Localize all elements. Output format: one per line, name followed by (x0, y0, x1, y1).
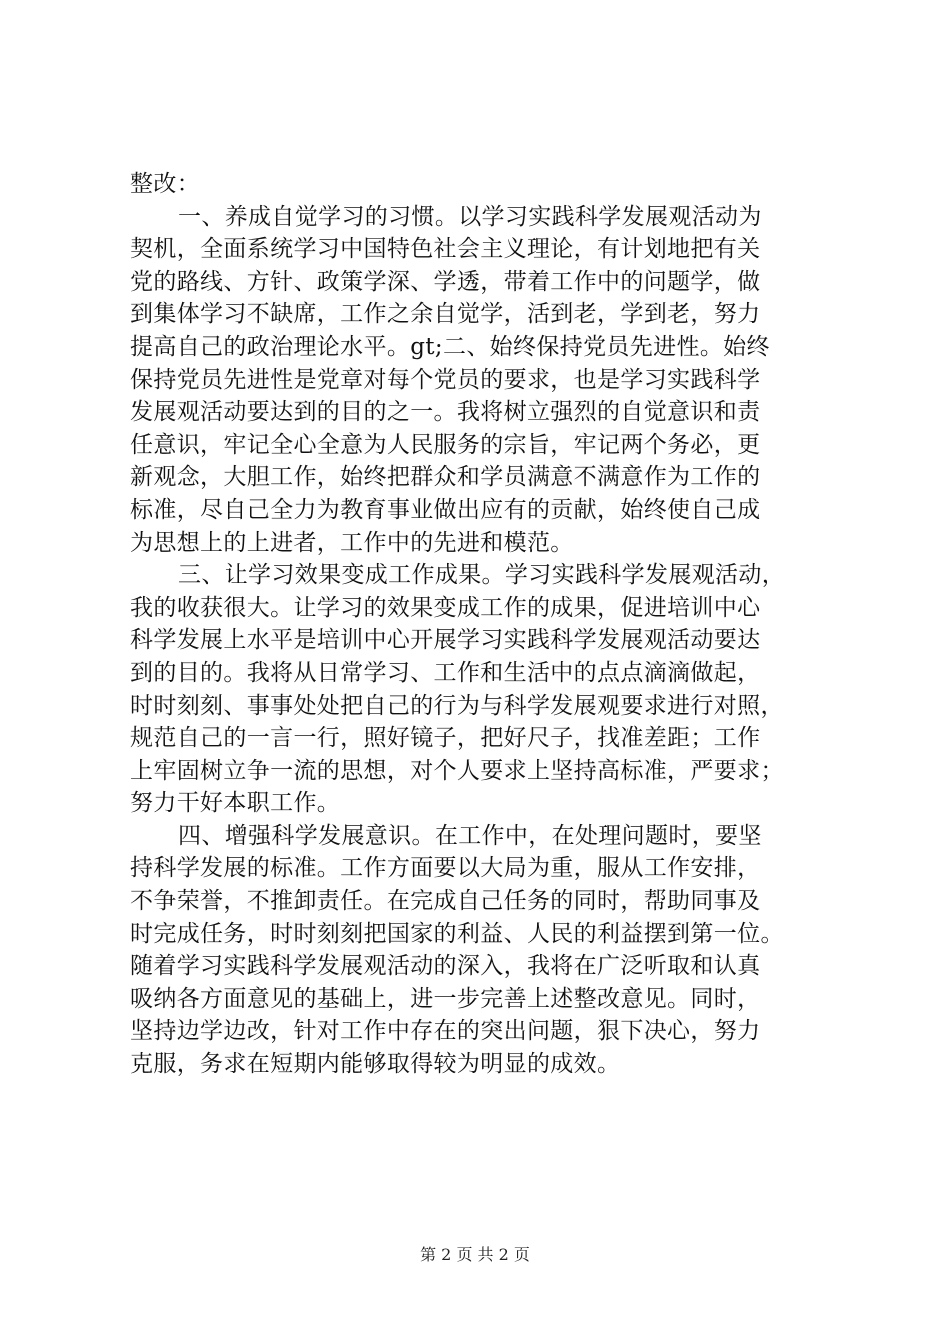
paragraph-1-line-7: 发展观活动要达到的目的之一。我将树立强烈的自觉意识和责 (130, 399, 761, 426)
paragraph-2-line-5: 时时刻刻、事事处处把自己的行为与科学发展观要求进行对照， (130, 692, 784, 719)
paragraph-3-line-8: 克服，务求在短期内能够取得较为明显的成效。 (130, 1051, 621, 1078)
paragraph-2-line-6: 规范自己的一言一行，照好镜子，把好尺子，找准差距；工作 (130, 725, 761, 752)
paragraph-1-line-8: 任意识，牢记全心全意为人民服务的宗旨，牢记两个务必，更 (130, 431, 761, 458)
paragraph-1-line-9: 新观念，大胆工作，始终把群众和学员满意不满意作为工作的 (130, 464, 761, 491)
paragraph-3-line-7: 坚持边学边改，针对工作中存在的突出问题，狠下决心，努力 (130, 1018, 761, 1045)
paragraph-3-line-4: 时完成任务，时时刻刻把国家的利益、人民的利益摆到第一位。 (130, 920, 784, 947)
paragraph-1-line-6: 保持党员先进性是党章对每个党员的要求，也是学习实践科学 (130, 366, 761, 393)
paragraph-1-line-4: 到集体学习不缺席，工作之余自觉学，活到老，学到老，努力 (130, 301, 761, 328)
paragraph-1-line-3: 党的路线、方针、政策学深、学透，带着工作中的问题学，做 (130, 268, 761, 295)
paragraph-2-line-8: 努力干好本职工作。 (130, 790, 341, 817)
paragraph-2-line-7: 上牢固树立争一流的思想，对个人要求上坚持高标准，严要求； (130, 757, 784, 784)
paragraph-3-line-6: 吸纳各方面意见的基础上，进一步完善上述整改意见。同时， (130, 985, 761, 1012)
paragraph-2-line-4: 到的目的。我将从日常学习、工作和生活中的点点滴滴做起， (130, 659, 761, 686)
document-body (130, 168, 830, 1081)
paragraph-1-line-5: 提高自己的政治理论水平。gt;二、始终保持党员先进性。始终 (130, 333, 770, 360)
paragraph-3-line-1: 四、增强科学发展意识。在工作中，在处理问题时，要坚 (178, 822, 762, 849)
paragraph-1-line-10: 标准，尽自己全力为教育事业做出应有的贡献，始终使自己成 (130, 496, 761, 523)
paragraph-2-line-2: 我的收获很大。让学习的效果变成工作的成果，促进培训中心 (130, 594, 761, 621)
section-heading: 整改： (130, 171, 201, 197)
paragraph-1-line-1: 一、养成自觉学习的习惯。以学习实践科学发展观活动为 (178, 203, 762, 230)
paragraph-1-line-2: 契机，全面系统学习中国特色社会主义理论，有计划地把有关 (130, 236, 761, 263)
paragraph-2-line-1: 三、让学习效果变成工作成果。学习实践科学发展观活动， (178, 562, 786, 589)
paragraph-3-line-5: 随着学习实践科学发展观活动的深入，我将在广泛听取和认真 (130, 953, 761, 980)
paragraph-3-line-2: 持科学发展的标准。工作方面要以大局为重，服从工作安排， (130, 855, 761, 882)
paragraph-2-line-3: 科学发展上水平是培训中心开展学习实践科学发展观活动要达 (130, 627, 761, 654)
paragraph-3-line-3: 不争荣誉，不推卸责任。在完成自己任务的同时，帮助同事及 (130, 888, 761, 915)
paragraph-1-line-11: 为思想上的上进者，工作中的先进和模范。 (130, 529, 574, 556)
page-footer: 第 2 页 共 2 页 (420, 1245, 530, 1264)
